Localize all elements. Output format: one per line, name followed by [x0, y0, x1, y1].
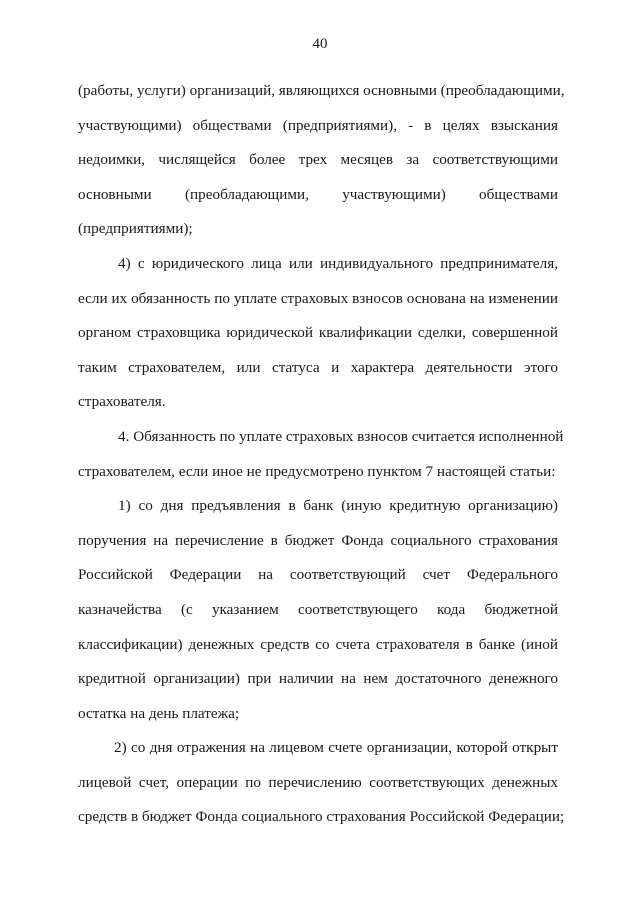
text-line: если их обязанность по уплате страховых взносов основана на изменении	[78, 289, 558, 307]
text-line: лицевой счет, операции по перечислению соответствующих денежных	[78, 773, 558, 791]
text-line: 2) со дня отражения на лицевом счете организации, которой открыт	[114, 739, 558, 757]
paragraph	[78, 489, 558, 731]
text-line: (работы, услуги) организаций, являющихся основными (преобладающими,	[78, 82, 565, 99]
text-line: таким страхователем, или статуса и характера деятельности этого	[78, 358, 558, 376]
paragraph	[78, 731, 565, 835]
text-line: органом страховщика юридической квалификации сделки, совершенной	[78, 324, 558, 342]
text-line: (предприятиями);	[78, 220, 193, 238]
paragraph	[78, 74, 565, 247]
text-line: средств в бюджет Фонда социального страхования Российской Федерации;	[78, 808, 565, 826]
text-line: участвующими) обществами (предприятиями), - в целях взыскания	[78, 116, 558, 134]
text-line: кредитной организации) при наличии на нем достаточного денежного	[78, 670, 558, 688]
document-body	[78, 74, 565, 835]
text-line: недоимки, числящейся более трех месяцев за соответствующими	[78, 151, 558, 169]
text-line: 4) с юридического лица или индивидуального предпринимателя,	[118, 254, 558, 272]
text-line: Российской Федерации на соответствующий счет Федерального	[78, 566, 558, 584]
text-line: казначейства (с указанием соответствующего кода бюджетной	[78, 600, 558, 618]
paragraph	[78, 420, 564, 489]
text-line: страхователя.	[78, 393, 166, 411]
text-line: классификации) денежных средств со счета страхователя в банке (иной	[78, 635, 558, 653]
text-line: 4. Обязанность по уплате страховых взносов считается исполненной	[118, 427, 564, 445]
page-number: 40	[312, 36, 328, 52]
text-line: страхователем, если иное не предусмотрено пунктом 7 настоящей статьи:	[78, 462, 556, 480]
text-line: основными (преобладающими, участвующими) обществами	[78, 185, 558, 203]
text-line: поручения на перечисление в бюджет Фонда социального страхования	[78, 531, 558, 549]
text-line: 1) со дня предъявления в банк (иную кредитную организацию)	[118, 497, 558, 515]
paragraph	[78, 247, 558, 420]
text-line: остатка на день платежа;	[78, 704, 240, 722]
